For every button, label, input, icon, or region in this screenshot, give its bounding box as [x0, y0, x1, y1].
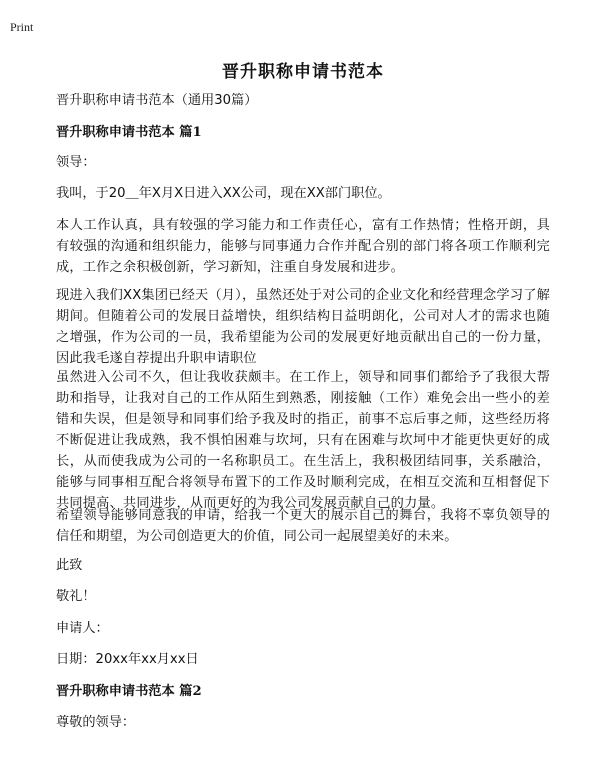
- document-title: 晋升职称申请书范本: [222, 62, 384, 82]
- salutation: 敬礼！: [56, 589, 96, 604]
- paragraph: 希望领导能够同意我的申请，给我一个更大的展示自己的舞台，我将不辜负领导的信任和期望，为公司创造更大的价值，同公司一起展望美好的未来。: [56, 508, 550, 544]
- paragraph: 本人工作认真，具有较强的学习能力和工作责任心，富有工作热情；性格开朗，具有较强的沟通和组织能力，能够与同事通力合作并配合别的部门将各项工作顺利完成，工作之余积极创新，学习新知，注重自身发展和进步。: [56, 218, 550, 275]
- section-heading-2: 晋升职称申请书范本 篇2: [56, 684, 202, 699]
- section-heading-1: 晋升职称申请书范本 篇1: [56, 125, 202, 140]
- paragraph: 虽然进入公司不久，但让我收获颇丰。在工作上，领导和同事们都给予了我很大帮助和指导，让我对自己的工作从陌生到熟悉，刚接触（工作）难免会出一些小的差错和失误，但是领导和同事们给予我及时的指正，前事不忘后事之师，这些经历将不断促进让我成熟，我不惧怕困难与坎坷，只有在困难与坎坷中才能更快更好的成长，从而使我成为公司的一名称职员工。在生活上，我积极团结同事，关系融洽，能够与同事相互配合将领导布置下的工作及时顺利完成，在相互交流和互相督促下共同提高、共同进步，从而更好的为我公司发展贡献自己的力量。: [56, 370, 550, 511]
- print-label: Print: [10, 20, 34, 34]
- greeting: 尊敬的领导：: [56, 715, 136, 730]
- document-subtitle: 晋升职称申请书范本（通用30篇）: [56, 93, 258, 108]
- closing-line: 此致: [56, 558, 83, 573]
- paragraph: 现进入我们XX集团已经天（月），虽然还处于对公司的企业文化和经营理念学习了解期间。但随着公司的发展日益增快，组织结构日益明朗化，公司对人才的需求也随之增强，作为公司的一员，我希望能为公司的发展更好地贡献出自己的一份力量，因此我毛遂自荐提出升职申请职位: [56, 288, 550, 366]
- greeting: 领导：: [56, 155, 96, 170]
- date-line: 日期：20xx年xx月xx日: [56, 652, 199, 667]
- applicant-label: 申请人：: [56, 621, 109, 636]
- paragraph-intro: 我叫，于20＿年X月X日进入XX公司，现在XX部门职位。: [56, 186, 391, 201]
